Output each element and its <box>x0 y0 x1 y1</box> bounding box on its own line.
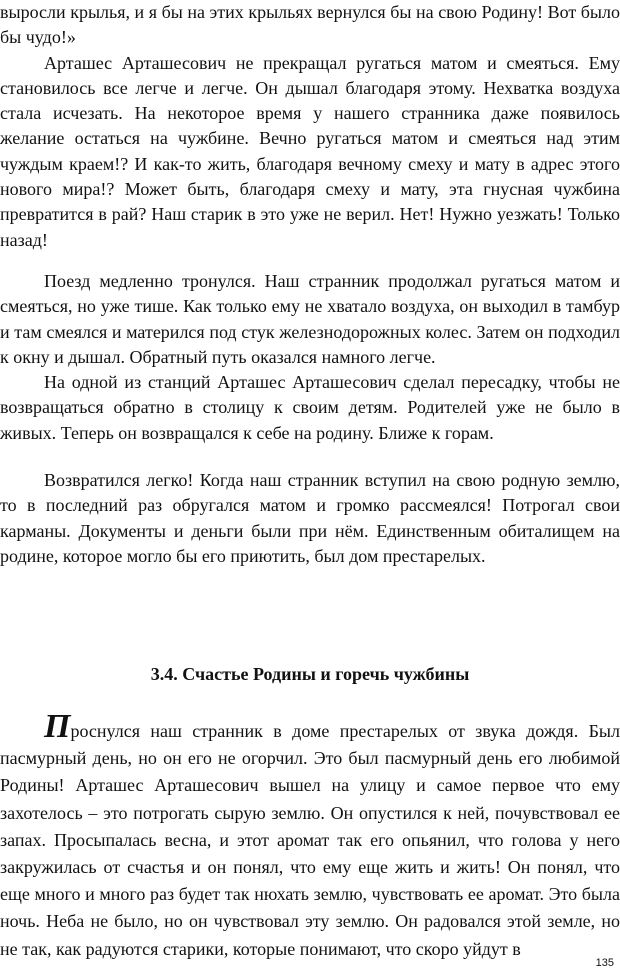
paragraph: На одной из станций Арташес Арташесович сделал пересадку, чтобы не возвращаться обратно в столицу к своим детям. Родителей уже не было в живых. Теперь он возвращался к себе на родину. Ближе к горам. <box>0 372 620 443</box>
text-block-middle <box>0 269 620 446</box>
paragraph-continuation: выросли крылья, и я бы на этих крыльях вернулся бы на свою Родину! Вот было бы чудо!» <box>0 2 620 48</box>
paragraph-with-dropcap <box>0 708 620 963</box>
text-block-lower <box>0 468 620 569</box>
paragraph: Поезд медленно тронулся. Наш странник продолжал ругаться матом и смеяться, но уже тише. Как только ему не хватало воздуха, он выходил в тамбур и там смеялся и матерился под стук железнодорожных колес. Затем он подходил к окну и дышал. Обратный путь оказался намного легче. <box>0 271 620 367</box>
paragraph: Арташес Арташесович не прекращал ругаться матом и смеяться. Ему становилось все легче и легче. Он дышал благодаря этому. Нехватка воздуха стала исчезать. На некоторое время у нашего странника даже появилось желание остаться на чужбине. Вечно ругаться матом и смеяться над этим чуждым краем!? И как-то жить, благодаря вечному смеху и мату в адрес этого нового мира!? Может быть, благодаря смеху и мату, эта гнусная чужбина превратится в рай? Наш старик в это уже не верил. Нет! Нужно уезжать! Только назад! <box>0 52 620 250</box>
dropcap-letter: П <box>44 708 71 745</box>
paragraph-text: роснулся наш странник в доме престарелых от звука дождя. Был пасмурный день, но он его не огорчил. Это был пасмурный день его любимой Родины! Арташес Арташесович вышел на улицу и самое первое что ему захотелось – это потрогать сырую землю. Он опустился к ней, почувствовал ее запах. Просыпалась весна, и этот аромат так его опьянил, что голова у него закружилась от счастья и он понял, что ему еще жить и жить! Он понял, что еще много и много раз будет так нюхать землю, чувствовать ее аромат. Это была ночь. Неба не было, но он чувствовал эту землю. Он радовался этой земле, но не так, как радуются старики, которые понимают, что скоро уйдут в <box>0 721 620 959</box>
page-number: 135 <box>595 957 614 969</box>
text-block-section <box>0 708 620 963</box>
paragraph: Возвратился легко! Когда наш странник вступил на свою родную землю, то в последний раз обругался матом и громко рассмеялся! Потрогал свои карманы. Документы и деньги были при нём. Единственным обиталищем на родине, которое могло бы его приютить, был дом престарелых. <box>0 470 620 566</box>
section-heading: 3.4. Счастье Родины и горечь чужбины <box>150 664 470 684</box>
text-block-top <box>0 0 620 253</box>
